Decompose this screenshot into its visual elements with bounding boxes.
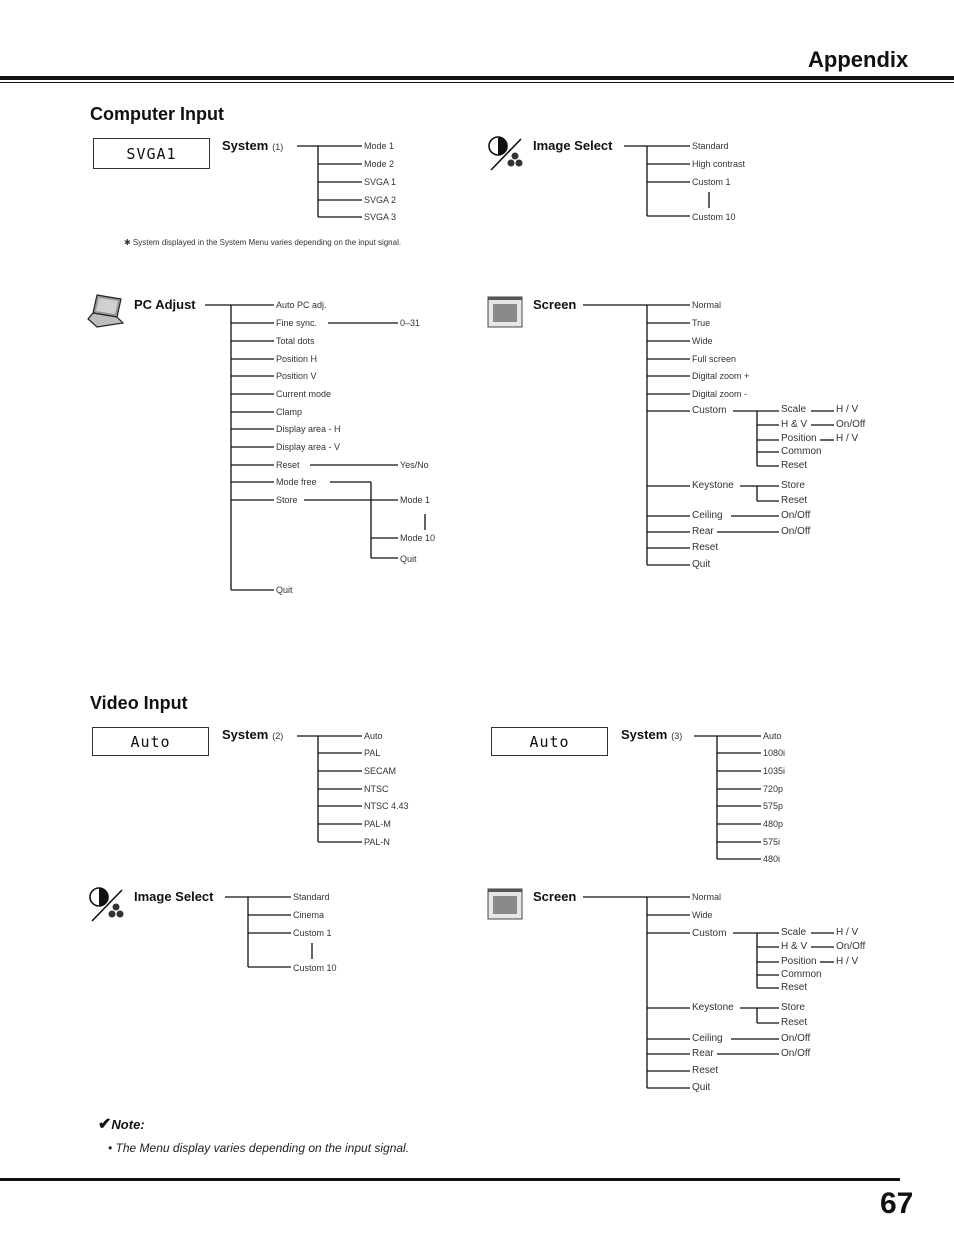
system-menu-label — [222, 139, 283, 152]
screen-item-keystone: Keystone — [692, 480, 734, 491]
video-custom-sub-position: Position — [781, 956, 817, 967]
custom-sub-h-and-v: H & V — [781, 419, 808, 430]
custom-value-position: H / V — [836, 433, 859, 444]
system2-menu-label — [222, 728, 283, 741]
video-input-heading: Video Input — [90, 693, 188, 713]
system-item-mode1: Mode 1 — [364, 141, 395, 151]
video-image-select-label: Image Select — [134, 889, 214, 904]
image-select-item-high-contrast: High contrast — [692, 159, 746, 169]
system2-note-ref: (2) — [272, 731, 284, 741]
screen-item-digital-zoom-minus: Digital zoom - — [692, 389, 748, 399]
system2-item-pal: PAL — [364, 748, 381, 758]
screen-icon — [487, 888, 523, 920]
store-sub-mode1: Mode 1 — [400, 495, 431, 505]
system2-item-auto: Auto — [364, 731, 383, 741]
system3-item-480p: 480p — [763, 819, 784, 829]
signal-box-auto-right: Auto — [491, 727, 608, 756]
video-screen-item-rear: Rear — [692, 1048, 714, 1059]
system3-label-text: System — [621, 727, 668, 742]
system2-item-ntsc443: NTSC 4.43 — [364, 801, 409, 811]
pc-adjust-item-display-area-h: Display area - H — [276, 424, 341, 434]
video-screen-item-normal: Normal — [692, 892, 722, 902]
screen-item-wide: Wide — [692, 336, 713, 346]
system-note-ref: (1) — [272, 142, 284, 152]
system3-item-auto: Auto — [763, 731, 782, 741]
rear-value: On/Off — [781, 526, 811, 537]
system3-item-720p: 720p — [763, 784, 784, 794]
note-text: • The Menu display varies depending on the input signal. — [108, 1141, 410, 1155]
image-select-item-custom1: Custom 1 — [692, 177, 731, 187]
system-item-svga3: SVGA 3 — [364, 212, 397, 222]
system2-item-secam: SECAM — [364, 766, 397, 776]
system3-item-480i: 480i — [763, 854, 781, 864]
system3-item-1035i: 1035i — [763, 766, 786, 776]
page-number: 67 — [880, 1187, 914, 1220]
video-custom-sub-reset: Reset — [781, 982, 808, 993]
video-rear-value: On/Off — [781, 1048, 811, 1059]
video-screen-label: Screen — [533, 889, 577, 904]
screen-item-digital-zoom-plus: Digital zoom + — [692, 371, 750, 381]
custom-sub-reset: Reset — [781, 460, 808, 471]
screen-item-rear: Rear — [692, 526, 714, 537]
keystone-sub-reset: Reset — [781, 495, 808, 506]
pc-adjust-item-position-h: Position H — [276, 354, 318, 364]
system3-item-575p: 575p — [763, 801, 784, 811]
video-screen-item-quit: Quit — [692, 1082, 711, 1093]
signal-box-svga1: SVGA1 — [93, 138, 210, 169]
system-item-mode2: Mode 2 — [364, 159, 395, 169]
page-header-title: Appendix — [808, 47, 909, 72]
custom-value-h-and-v: On/Off — [836, 419, 866, 430]
custom-sub-position: Position — [781, 433, 817, 444]
image-select-item-custom10: Custom 10 — [692, 212, 736, 222]
video-custom-value-scale: H / V — [836, 927, 859, 938]
store-sub-mode10: Mode 10 — [400, 533, 436, 543]
video-image-select-item-standard: Standard — [293, 892, 330, 902]
system3-menu-label — [621, 728, 682, 741]
pc-adjust-label: PC Adjust — [134, 297, 196, 312]
contrast-icon — [88, 886, 126, 924]
screen-icon — [487, 296, 523, 328]
screen-item-normal: Normal — [692, 300, 722, 310]
video-image-select-item-cinema: Cinema — [293, 910, 325, 920]
note-title: Note: — [111, 1117, 145, 1132]
system-item-svga1: SVGA 1 — [364, 177, 397, 187]
screen-item-true: True — [692, 318, 711, 328]
keystone-sub-store: Store — [781, 480, 805, 491]
reset-value: Yes/No — [400, 460, 429, 470]
pc-adjust-item-clamp: Clamp — [276, 407, 303, 417]
system2-item-ntsc: NTSC — [364, 784, 389, 794]
pc-adjust-item-mode-free: Mode free — [276, 477, 317, 487]
image-select-label: Image Select — [533, 138, 613, 153]
pc-adjust-item-total-dots: Total dots — [276, 336, 315, 346]
video-screen-item-wide: Wide — [692, 910, 713, 920]
image-select-item-standard: Standard — [692, 141, 729, 151]
system-label-text: System — [222, 138, 269, 153]
video-keystone-sub-reset: Reset — [781, 1017, 808, 1028]
system-item-svga2: SVGA 2 — [364, 195, 397, 205]
screen-item-ceiling: Ceiling — [692, 510, 723, 521]
system2-item-pal-n: PAL-N — [364, 837, 390, 847]
video-custom-value-h-and-v: On/Off — [836, 941, 866, 952]
video-screen-item-keystone: Keystone — [692, 1002, 734, 1013]
system2-label-text: System — [222, 727, 269, 742]
pc-adjust-item-quit: Quit — [276, 585, 293, 595]
ceiling-value: On/Off — [781, 510, 811, 521]
video-custom-sub-common: Common — [781, 969, 822, 980]
system-footnote: ✱ System displayed in the System Menu varies depending on the input signal. — [124, 238, 402, 247]
contrast-icon — [487, 135, 525, 173]
screen-label: Screen — [533, 297, 577, 312]
note-heading — [98, 1117, 145, 1133]
pc-adjust-item-auto-pc-adj: Auto PC adj. — [276, 300, 327, 310]
system2-item-pal-m: PAL-M — [364, 819, 391, 829]
pc-adjust-item-display-area-v: Display area - V — [276, 442, 341, 452]
video-keystone-sub-store: Store — [781, 1002, 805, 1013]
video-custom-sub-scale: Scale — [781, 927, 807, 938]
custom-value-scale: H / V — [836, 404, 859, 415]
video-screen-item-reset: Reset — [692, 1065, 719, 1076]
fine-sync-range: 0–31 — [400, 318, 421, 328]
video-image-select-item-custom10: Custom 10 — [293, 963, 337, 973]
laptop-icon — [87, 293, 127, 329]
pc-adjust-item-current-mode: Current mode — [276, 389, 332, 399]
check-mark-icon: ✔ — [98, 1116, 112, 1133]
video-custom-sub-h-and-v: H & V — [781, 941, 808, 952]
screen-item-full-screen: Full screen — [692, 354, 737, 364]
pc-adjust-item-reset: Reset — [276, 460, 300, 470]
system3-item-1080i: 1080i — [763, 748, 786, 758]
store-sub-quit: Quit — [400, 554, 417, 564]
custom-sub-common: Common — [781, 446, 822, 457]
signal-box-auto-left: Auto — [92, 727, 209, 756]
system3-note-ref: (3) — [671, 731, 683, 741]
pc-adjust-item-store: Store — [276, 495, 298, 505]
screen-item-custom: Custom — [692, 405, 727, 416]
system3-item-575i: 575i — [763, 837, 781, 847]
screen-item-quit: Quit — [692, 559, 711, 570]
video-image-select-item-custom1: Custom 1 — [293, 928, 332, 938]
video-ceiling-value: On/Off — [781, 1033, 811, 1044]
pc-adjust-item-position-v: Position V — [276, 371, 317, 381]
pc-adjust-item-fine-sync: Fine sync. — [276, 318, 318, 328]
video-custom-value-position: H / V — [836, 956, 859, 967]
screen-item-reset: Reset — [692, 542, 719, 553]
video-screen-item-ceiling: Ceiling — [692, 1033, 723, 1044]
video-screen-item-custom: Custom — [692, 928, 727, 939]
custom-sub-scale: Scale — [781, 404, 807, 415]
computer-input-heading: Computer Input — [90, 104, 224, 124]
